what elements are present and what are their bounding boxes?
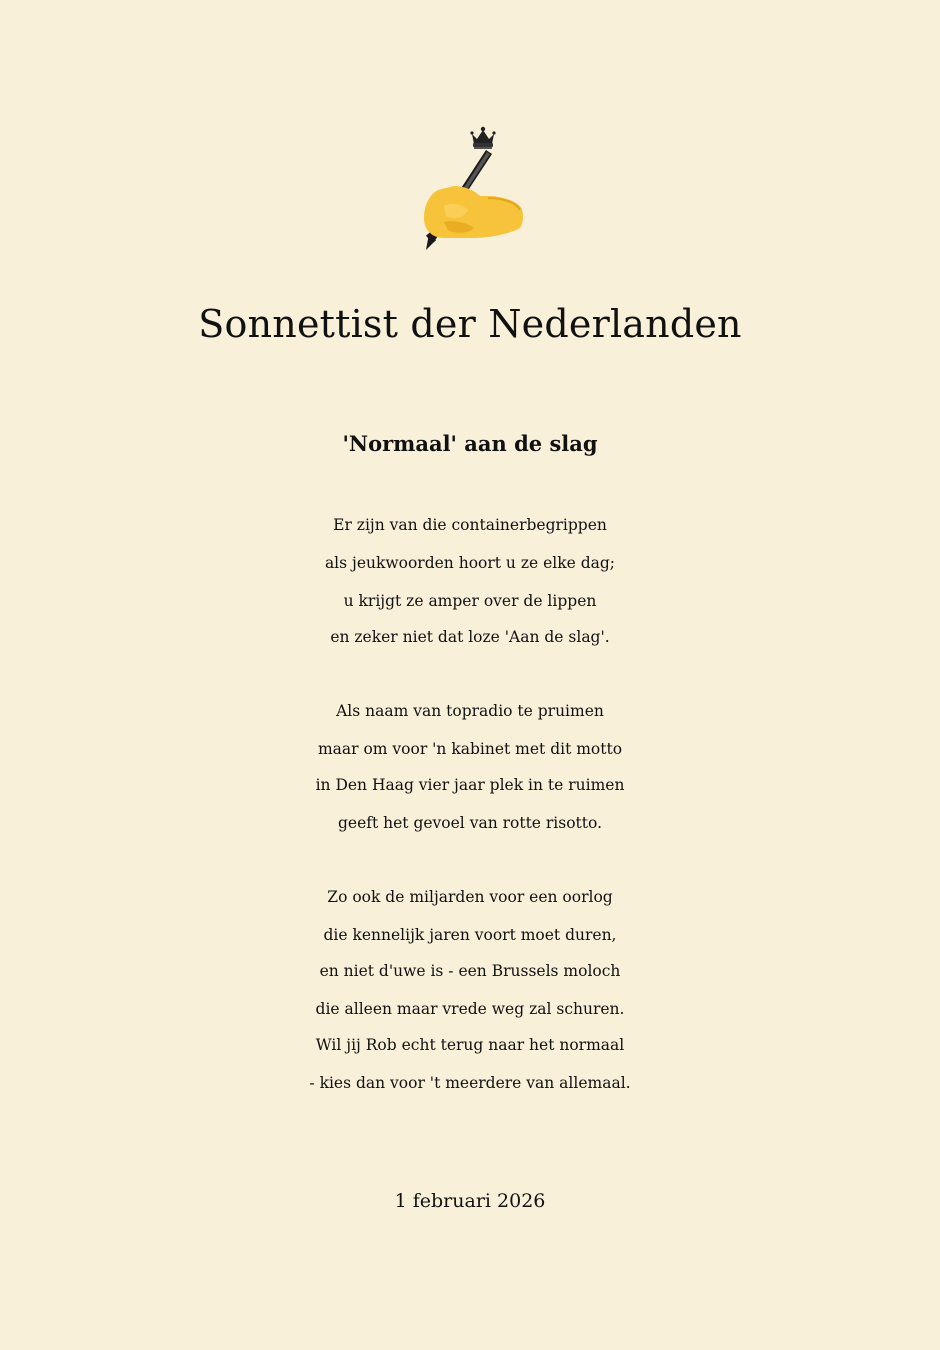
hand-icon	[424, 186, 523, 242]
publication-date: 1 februari 2026	[394, 1190, 546, 1212]
crown-icon	[470, 127, 495, 149]
poem-line: Wil jij Rob echt terug naar het normaal	[315, 1036, 625, 1054]
poem-line: die alleen maar vrede weg zal schuren.	[315, 1000, 625, 1018]
poem-line: Als naam van topradio te pruimen	[336, 702, 604, 720]
poem-line: - kies dan voor 't meerdere van allemaal.	[309, 1074, 631, 1092]
poem-line: als jeukwoorden hoort u ze elke dag;	[324, 554, 616, 572]
poem-line: u krijgt ze amper over de lippen	[343, 592, 597, 610]
poem-line: Er zijn van die containerbegrippen	[333, 516, 607, 534]
writing-hand-with-crown-icon	[388, 110, 556, 270]
poem-title: 'Normaal' aan de slag	[342, 431, 598, 456]
site-title: Sonnettist der Nederlanden	[198, 302, 742, 346]
writing-hand-svg	[388, 110, 556, 270]
poem-line: Zo ook de miljarden voor een oorlog	[327, 888, 613, 906]
poem-line: en zeker niet dat loze 'Aan de slag'.	[330, 628, 610, 646]
poem-line: maar om voor 'n kabinet met dit motto	[317, 740, 623, 758]
poem-line: geeft het gevoel van rotte risotto.	[337, 814, 602, 832]
poem-line: en niet d'uwe is - een Brussels moloch	[319, 962, 621, 980]
poem-line: in Den Haag vier jaar plek in te ruimen	[315, 776, 625, 794]
poem-line: die kennelijk jaren voort moet duren,	[323, 926, 617, 944]
